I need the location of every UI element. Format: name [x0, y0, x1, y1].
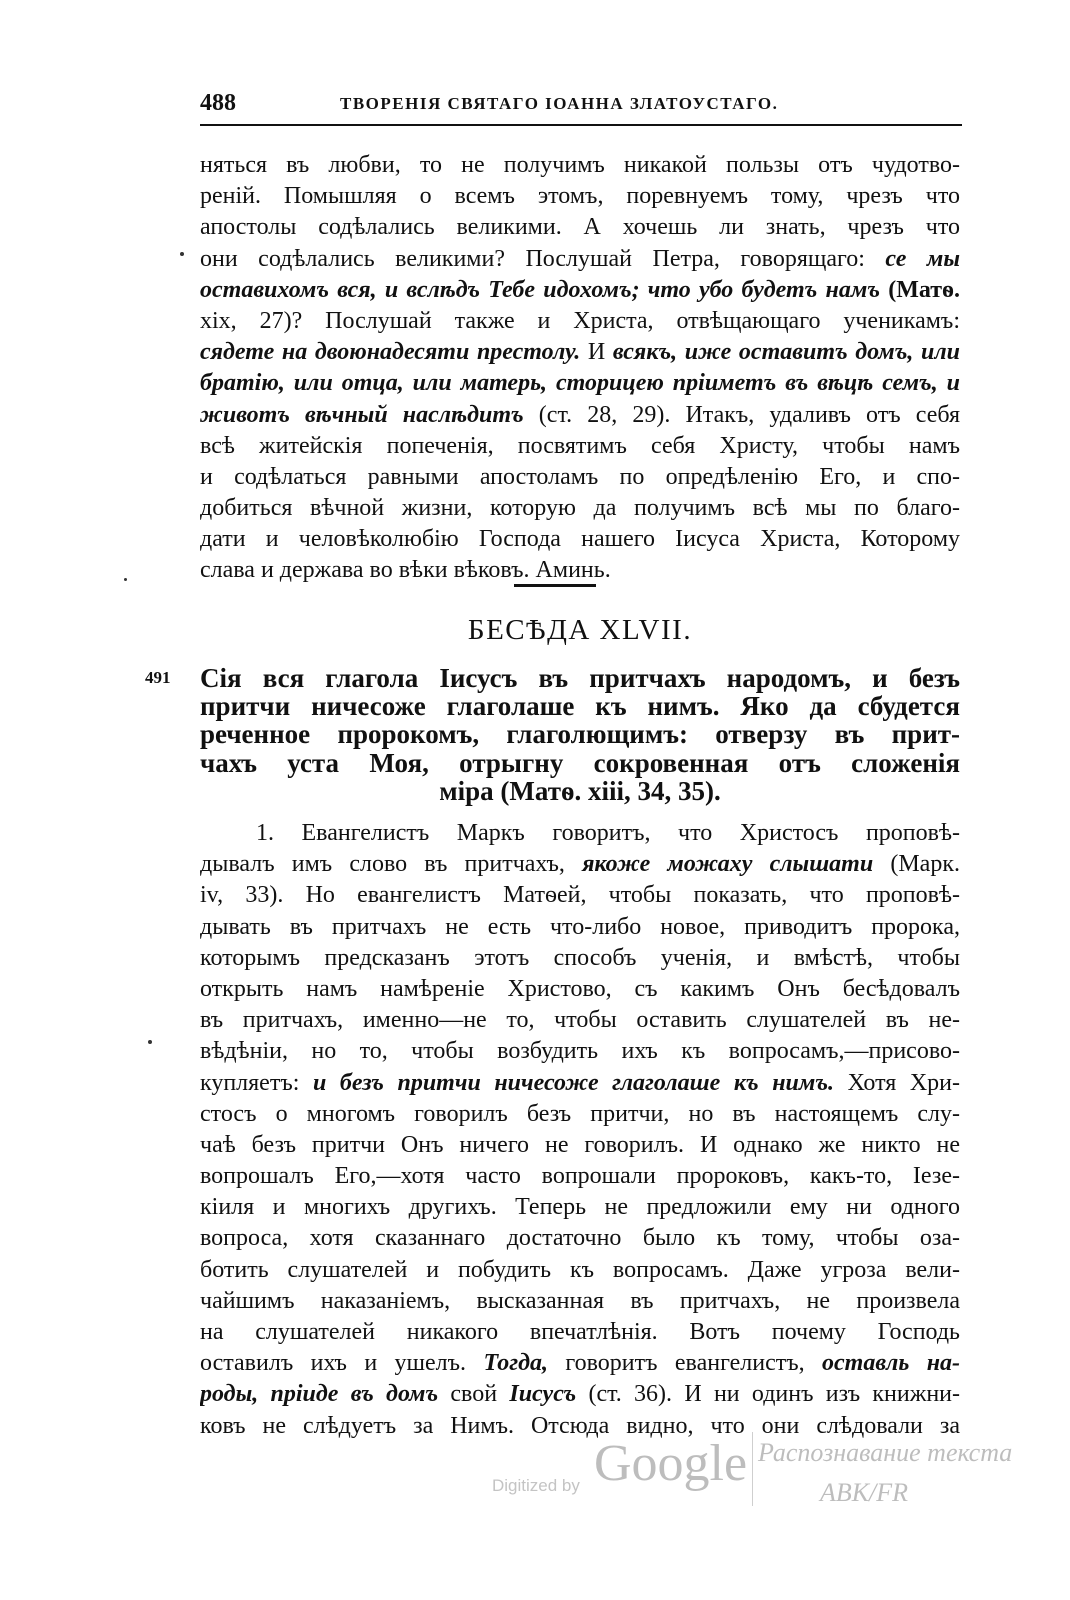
text-line: дывалъ имъ слово въ притчахъ, якоже можаху слышати (Марк.: [200, 851, 960, 878]
text-line: вопрошалъ Его,—хотя часто вопрошали пророковъ, какъ-то, Іезе-: [200, 1163, 960, 1190]
text-line: чайшимъ наказаніемъ, высказанная въ притчахъ, не произвела: [200, 1287, 960, 1314]
text-line: няться въ любви, то не получимъ никакой пользы отъ чудотво-: [200, 152, 960, 178]
margin-number: 491: [145, 668, 171, 687]
text-line: дывать въ притчахъ не есть что-либо новое, приводитъ пророка,: [200, 913, 960, 940]
text-line: вопроса, хотя сказаннаго достаточно было къ тому, чтобы оза-: [200, 1225, 960, 1252]
scripture-quote: оставль на-: [822, 1350, 960, 1377]
header-rule: [200, 124, 962, 126]
scripture-quote: и безъ притчи ничесоже глаголаше къ нимъ.: [312, 1069, 834, 1096]
scripture-quote: всякъ, иже оставитъ домъ, или: [612, 339, 960, 366]
text-line: они содѣлались великими? Послушай Петра, говорящаго: се мы: [200, 245, 960, 272]
scripture-quote: животъ вѣчный наслѣдитъ: [200, 401, 524, 428]
text-line: вѣдѣніи, но то, чтобы возбудить ихъ къ вопросамъ,—присово-: [200, 1038, 960, 1065]
verse-line: чахъ уста Моя, отрыгну сокровенная отъ сложенія: [200, 747, 960, 778]
text-line: дати и человѣколюбію Господа нашего Іисуса Христа, Которому: [200, 526, 960, 553]
text-line: iv, 33). Но евангелистъ Матѳей, чтобы показать, что проповѣ-: [200, 882, 960, 909]
digitized-by-label: Digitized by: [492, 1476, 580, 1495]
text-line: [200, 368, 960, 399]
text-line: сядете на двоюнадесяти престолу. И всякъ, иже оставитъ домъ, или: [200, 339, 960, 366]
scripture-quote: якоже можаху слышати: [582, 851, 874, 878]
text-line: апостолы содѣлались великими. А хочешь ли знать, чрезъ что: [200, 214, 960, 241]
scripture-quote: братію, или отца, или матерь, сторицею пріиметъ въ вѣцѣ семъ, и: [200, 370, 960, 397]
text-line: стосъ о многомъ говорилъ безъ притчи, но въ настоящемъ слу-: [200, 1100, 960, 1127]
verse-line: Сія вся глагола Іисусъ въ притчахъ народомъ, и безъ: [200, 663, 960, 693]
scripture-quote: роды, пріиде въ домъ: [200, 1381, 439, 1408]
text-line: ковъ не слѣдуетъ за Нимъ. Отсюда видно, что они слѣдовали за: [200, 1412, 960, 1439]
text-line: оставилъ ихъ и ушелъ. Тогда, говоритъ евангелистъ, оставль на-: [200, 1350, 960, 1377]
text-line: открыть намъ намѣреніе Христово, съ какимъ Онъ бесѣдовалъ: [200, 975, 960, 1002]
google-logo: Google: [594, 1435, 748, 1492]
print-speck: [180, 252, 184, 256]
text-line: кіиля и многихъ другихъ. Теперь не предложили ему ни одного: [200, 1194, 960, 1221]
main-text-block: [200, 818, 960, 1442]
scripture-quote: сядете на двоюнадесяти престолу.: [200, 339, 581, 366]
print-speck: [124, 578, 127, 581]
text-line: слава и держава во вѣки вѣковъ. Аминь.: [200, 557, 611, 584]
text-line: которымъ предсказанъ этотъ способъ ученія, и вмѣстѣ, чтобы: [200, 944, 960, 971]
text-line: въ притчахъ, именно—не то, чтобы оставить слушателей въ не-: [200, 1007, 960, 1034]
text-line: реній. Помышляя о всемъ этомъ, поревнуемъ тому, чрезъ что: [200, 183, 960, 210]
text-line: оставихомъ вся, и вслѣдъ Тебе идохомъ; что убо будетъ намъ (Матѳ.: [200, 276, 960, 303]
running-title: ТВОРЕНІЯ СВЯТАГО ІОАННА ЗЛАТОУСТАГО.: [340, 94, 779, 113]
text-line: всѣ житейскія попеченія, посвятимъ себя Христу, чтобы намъ: [200, 432, 960, 459]
text-line: 1. Евангелистъ Маркъ говоритъ, что Христосъ проповѣ-: [256, 820, 960, 846]
ocr-credit: Распознавание текста: [758, 1438, 1013, 1467]
top-text-block: [200, 150, 960, 587]
digitization-footer: [480, 1422, 1020, 1532]
text-line: роды, пріиде въ домъ свой Іисусъ (ст. 36). И ни одинъ изъ книжни-: [200, 1381, 960, 1408]
text-line: добиться вѣчной жизни, которую да получимъ всѣ мы по благо-: [200, 495, 960, 522]
text-line: xix, 27)? Послушай также и Христа, отвѣщающаго ученикамъ:: [200, 307, 960, 334]
scripture-verse: [200, 664, 960, 805]
homily-title: БЕСѢДА XLVII.: [467, 614, 693, 646]
text-line: чаѣ безъ притчи Онъ ничего не говорилъ. И однако же никто не: [200, 1131, 960, 1158]
text-line: купляетъ: и безъ притчи ничесоже глаголаше къ нимъ. Хотя Хри-: [200, 1069, 960, 1096]
scripture-quote: се мы: [885, 245, 960, 272]
footer-divider: [752, 1432, 753, 1506]
verse-line: міра (Матѳ. xiii, 34, 35).: [439, 775, 721, 806]
text-line: на слушателей никакого впечатлѣнія. Вотъ почему Господь: [200, 1319, 960, 1345]
scripture-quote: оставихомъ вся, и вслѣдъ Тебе идохомъ; что убо будетъ намъ: [200, 276, 880, 303]
text-line: и содѣлаться равными апостоламъ по опредѣленію Его, и спо-: [200, 463, 960, 490]
page-number: 488: [200, 90, 236, 116]
section-divider: [514, 584, 596, 587]
page-header: [200, 86, 962, 126]
verse-line: реченное пророкомъ, глаголющимъ: отверзу въ прит-: [200, 719, 960, 750]
print-speck: [148, 1040, 152, 1044]
scripture-quote: Іисусъ: [509, 1381, 577, 1408]
text-line: животъ вѣчный наслѣдитъ (ст. 28, 29). Итакъ, удаливъ отъ себя: [200, 401, 960, 428]
text-line: ботить слушателей и побудить къ вопросамъ. Даже угроза вели-: [200, 1256, 960, 1283]
scripture-quote: Тогда,: [483, 1350, 548, 1377]
verse-line: притчи ничесоже глаголаше къ нимъ. Яко да сбудется: [200, 691, 960, 722]
ocr-credit-initials: АВК/FR: [820, 1478, 909, 1507]
